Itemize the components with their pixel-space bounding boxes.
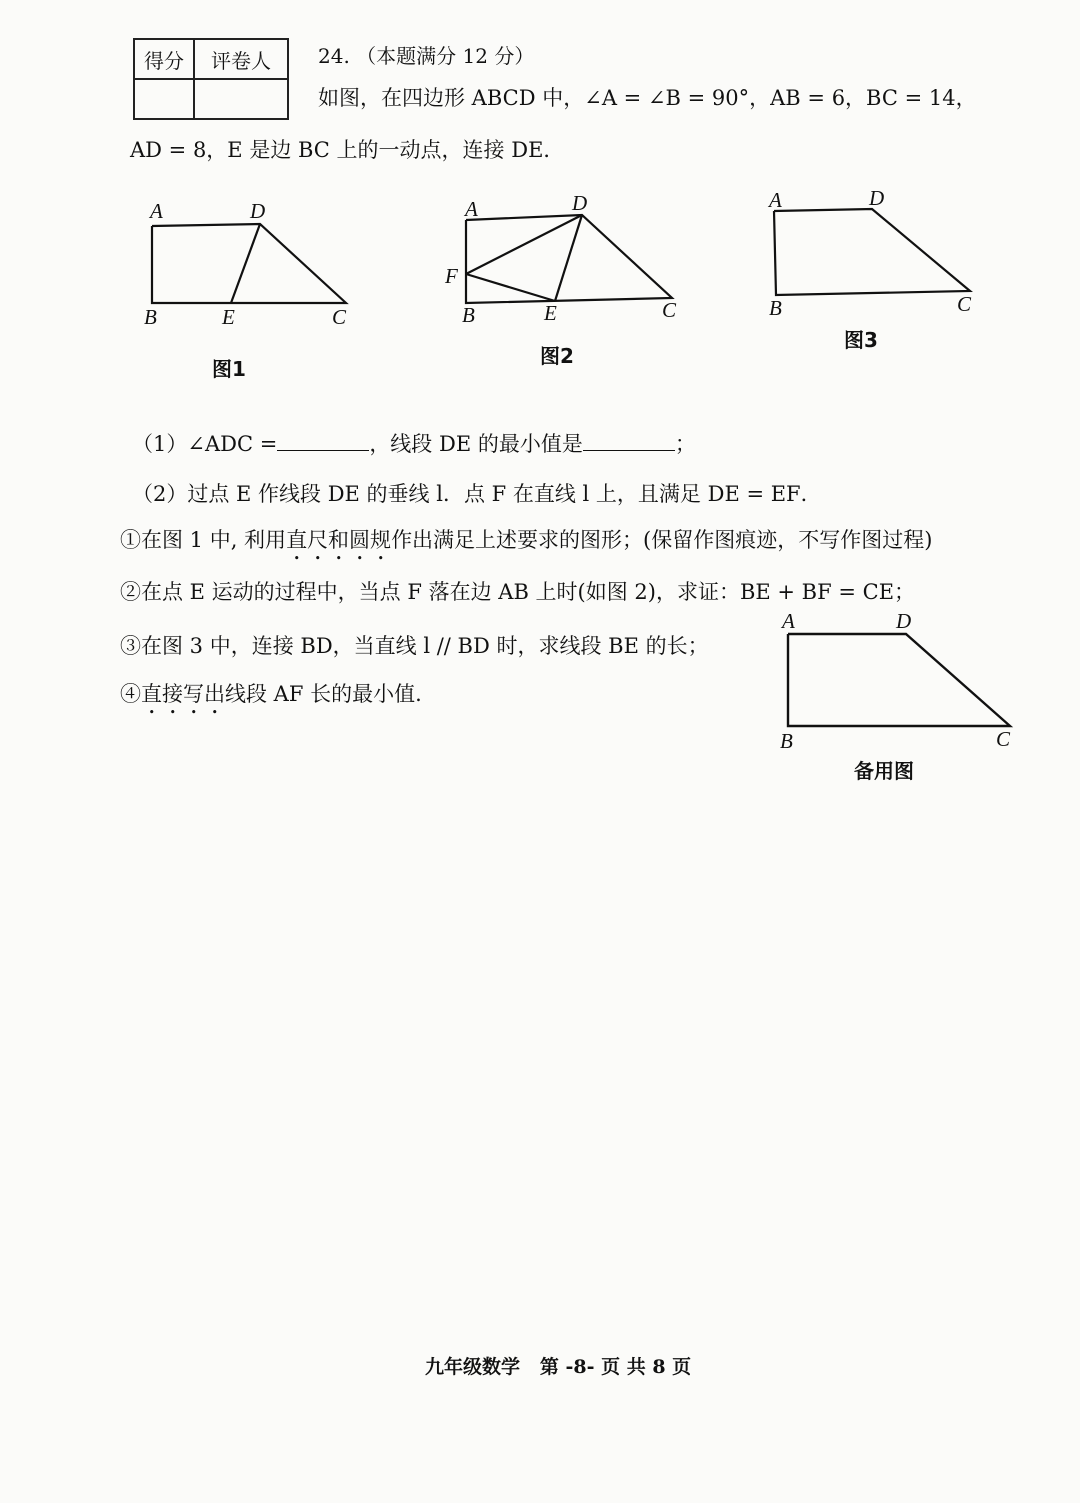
- score-cell: [134, 79, 194, 119]
- part1-middle: ，线段 DE 的最小值是: [369, 432, 583, 456]
- part-2: （2）过点 E 作线段 DE 的垂线 l．点 F 在直线 l 上，且满足 DE = EF．: [132, 482, 822, 506]
- fig1-quadrilateral: [152, 224, 346, 303]
- part1-end: ；: [674, 432, 696, 456]
- fig2-label-f: F: [445, 264, 458, 288]
- fig2-label-e: E: [544, 301, 557, 325]
- fig1-label-e: E: [222, 305, 235, 329]
- part1-lead: （1）∠ADC =: [132, 432, 278, 456]
- figure-1: [130, 196, 370, 386]
- fig3-caption: 图3: [844, 328, 878, 352]
- spare-label-a: A: [782, 609, 795, 633]
- fig3-label-d: D: [869, 186, 885, 210]
- fig1-label-c: C: [332, 305, 347, 329]
- fig3-label-c: C: [957, 292, 972, 316]
- sub1-lead: ①在图 1 中, 利用: [120, 528, 287, 552]
- part1-blank-de-min: [583, 450, 675, 451]
- sub-question-4: [120, 678, 422, 719]
- spare-label-b: B: [780, 729, 793, 753]
- sub4-prefix: ④: [120, 682, 141, 706]
- sub-question-3: ③在图 3 中，连接 BD，当直线 l // BD 时，求线段 BE 的长；: [120, 634, 709, 658]
- fig2-label-b: B: [462, 303, 475, 327]
- sub-question-2: ②在点 E 运动的过程中，当点 F 落在边 AB 上时(如图 2)，求证：BE + BF = CE；: [120, 580, 916, 604]
- sub1-tail: 作出满足上述要求的图形；(保留作图痕迹，不写作图过程): [391, 528, 933, 552]
- footer: [425, 1352, 691, 1379]
- sub4-emphasis: 直接写出: [141, 682, 225, 706]
- spare-label-c: C: [996, 727, 1011, 751]
- fig1-caption: 图1: [212, 357, 246, 381]
- fig2-label-a: A: [465, 197, 478, 221]
- fig1-segment-de: [231, 224, 260, 303]
- spare-quadrilateral: [788, 634, 1010, 726]
- sub-question-1: [120, 524, 932, 565]
- part1-blank-angle: [277, 450, 369, 451]
- footer-subject: 九年级数学: [425, 1356, 521, 1378]
- score-label: 得分: [134, 39, 194, 79]
- fig1-label-d: D: [250, 199, 266, 223]
- spare-caption: 备用图: [854, 759, 914, 783]
- fig1-label-b: B: [144, 305, 157, 329]
- spare-figure: [768, 604, 1028, 794]
- question-header: 24. （本题满分 12 分）: [318, 44, 535, 68]
- figure-2: [440, 190, 690, 375]
- part-1: [132, 428, 696, 458]
- intro-line-2: AD = 8，E 是边 BC 上的一动点，连接 DE．: [130, 138, 565, 162]
- sub1-emphasis: 直尺和圆规: [286, 528, 392, 552]
- grader-label: 评卷人: [194, 39, 288, 79]
- fig2-label-d: D: [572, 191, 588, 215]
- fig2-label-c: C: [662, 298, 677, 322]
- grader-cell: [194, 79, 288, 119]
- fig3-label-b: B: [769, 296, 782, 320]
- fig2-caption: 图2: [540, 344, 574, 368]
- intro-line-1: 如图，在四边形 ABCD 中，∠A = ∠B = 90°，AB = 6，BC = 14，: [318, 86, 977, 110]
- score-table: [133, 38, 289, 120]
- fig2-segment-fe: [466, 274, 555, 301]
- fig1-label-a: A: [150, 199, 163, 223]
- fig2-segment-df: [466, 215, 582, 274]
- sub4-tail: 线段 AF 长的最小值.: [225, 682, 422, 706]
- footer-page-info: 第 -8- 页 共 8 页: [539, 1356, 692, 1378]
- figure-3: [752, 183, 992, 358]
- fig3-label-a: A: [769, 188, 782, 212]
- spare-label-d: D: [896, 609, 912, 633]
- fig3-quadrilateral: [774, 209, 970, 295]
